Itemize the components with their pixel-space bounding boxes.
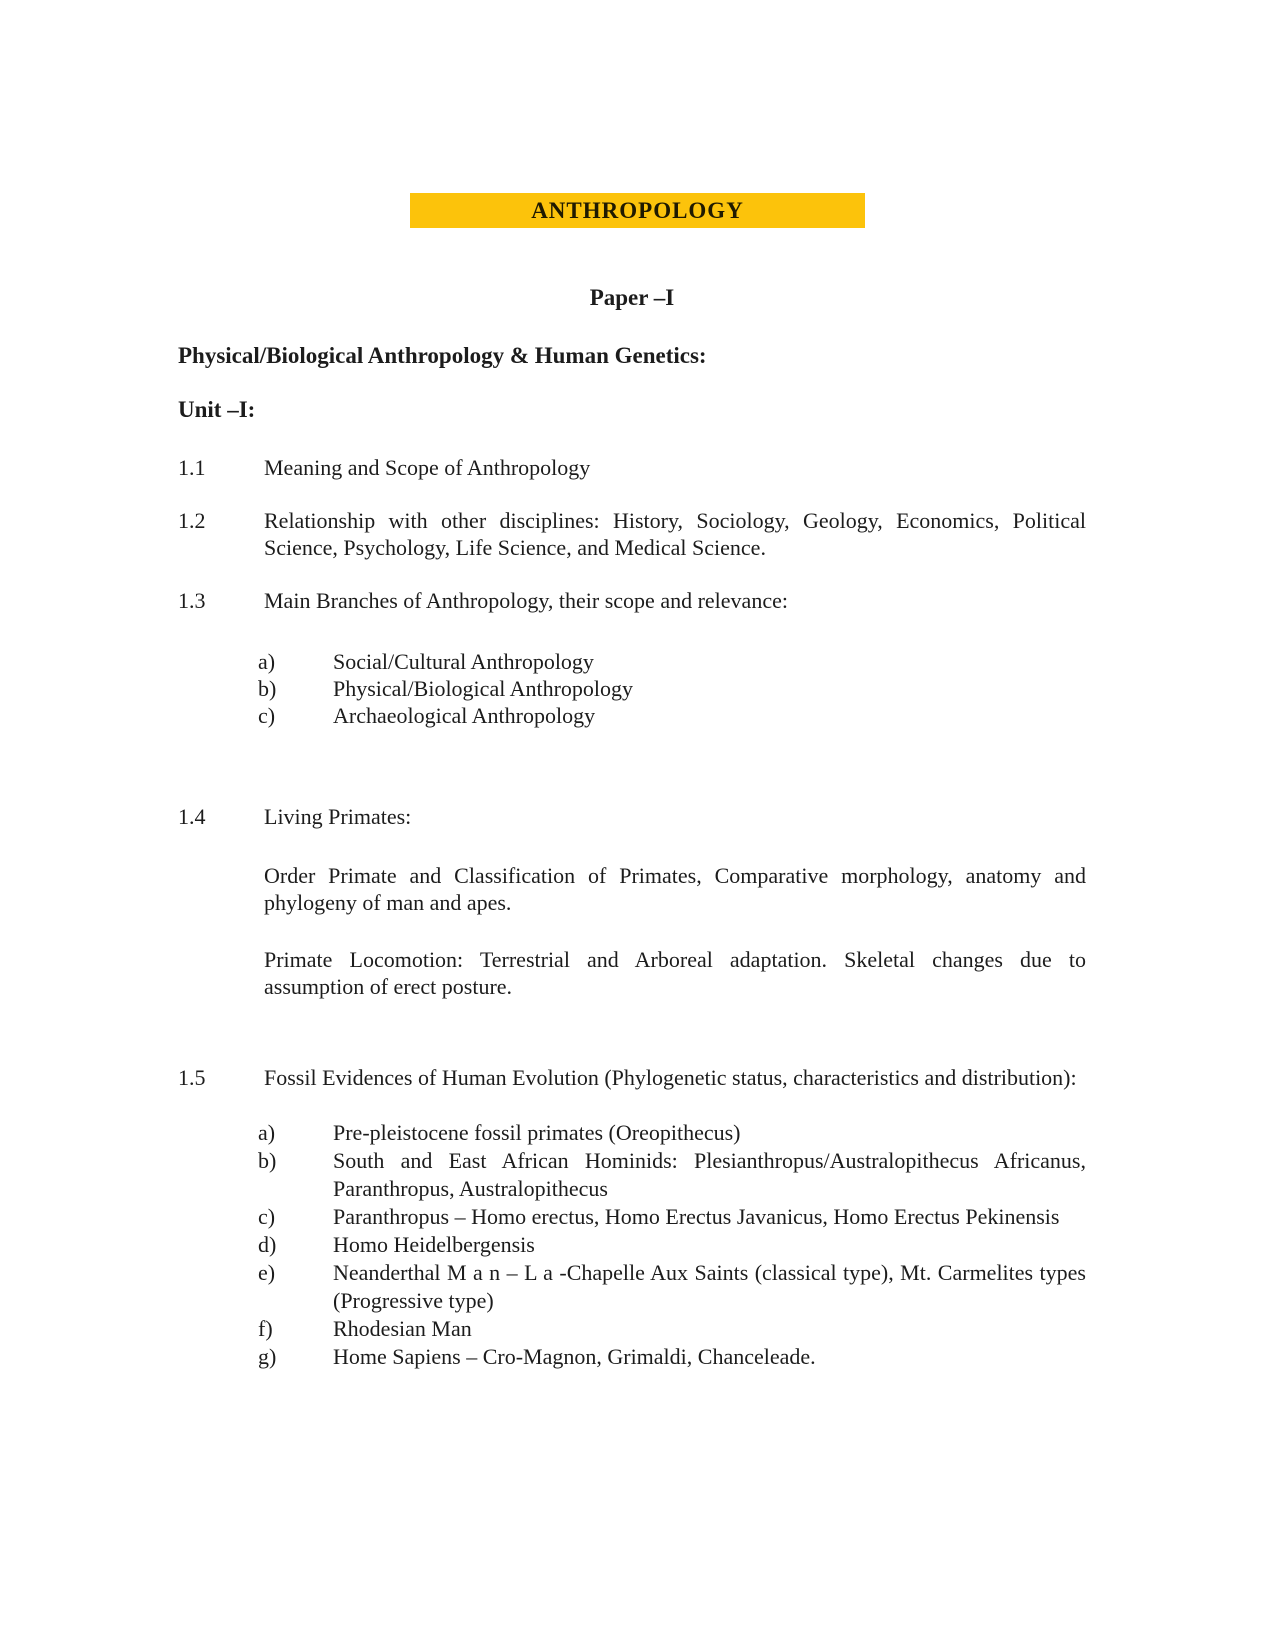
item-text: Relationship with other disciplines: History, Sociology, Geology, Economics, Political Science, Psychology, Life Science, and Medical Science. xyxy=(264,508,1086,560)
sub-item-letter: b) xyxy=(258,1148,277,1173)
sub-item-text: Rhodesian Man xyxy=(333,1316,472,1341)
document-title: ANTHROPOLOGY xyxy=(531,198,744,223)
sub-item-b xyxy=(258,675,1086,702)
paper-title: Paper –I xyxy=(589,285,675,310)
unit-heading: Unit –I: xyxy=(178,397,256,422)
sub-item-d xyxy=(258,1231,1086,1259)
sub-item-a xyxy=(258,648,1086,675)
sub-item-letter: a) xyxy=(258,649,276,674)
syllabus-item-1-4 xyxy=(178,803,1086,830)
item-text: Meaning and Scope of Anthropology xyxy=(264,455,591,480)
sub-item-b xyxy=(258,1147,1086,1203)
sub-item-g xyxy=(258,1343,1086,1371)
item-number: 1.2 xyxy=(178,508,206,533)
syllabus-item-1-3 xyxy=(178,587,1086,614)
sub-item-text: Physical/Biological Anthropology xyxy=(333,676,634,701)
sub-item-letter: f) xyxy=(258,1316,273,1341)
sub-item-letter: c) xyxy=(258,1204,276,1229)
sub-item-f xyxy=(258,1315,1086,1343)
sub-item-letter: b) xyxy=(258,676,277,701)
sub-item-text: Pre-pleistocene fossil primates (Oreopithecus) xyxy=(333,1120,741,1145)
branches-sublist xyxy=(258,648,1086,729)
sub-item-letter: d) xyxy=(258,1232,277,1257)
section-heading: Physical/Biological Anthropology & Human Genetics: xyxy=(178,343,707,368)
sub-item-text: Neanderthal M a n – L a -Chapelle Aux Saints (classical type), Mt. Carmelites types (Progressive type) xyxy=(333,1260,1086,1313)
item-text: Fossil Evidences of Human Evolution (Phylogenetic status, characteristics and distribution): xyxy=(264,1065,1077,1090)
sub-item-text: Homo Heidelbergensis xyxy=(333,1232,535,1257)
sub-item-a xyxy=(258,1119,1086,1147)
sub-item-letter: a) xyxy=(258,1120,276,1145)
sub-item-letter: c) xyxy=(258,703,276,728)
sub-item-text: Home Sapiens – Cro-Magnon, Grimaldi, Chanceleade. xyxy=(333,1344,816,1369)
sub-item-c xyxy=(258,1203,1086,1231)
document-content xyxy=(0,284,1275,1371)
sub-item-text: Archaeological Anthropology xyxy=(333,703,596,728)
item-text: Main Branches of Anthropology, their scope and relevance: xyxy=(264,588,788,613)
item-number: 1.3 xyxy=(178,588,206,613)
primates-paragraph-2: Primate Locomotion: Terrestrial and Arboreal adaptation. Skeletal changes due to assumption of erect posture. xyxy=(264,947,1086,999)
sub-item-text: Social/Cultural Anthropology xyxy=(333,649,594,674)
sub-item-letter: g) xyxy=(258,1344,277,1369)
sub-item-e xyxy=(258,1259,1086,1315)
item-number: 1.4 xyxy=(178,804,206,829)
sub-item-letter: e) xyxy=(258,1260,276,1285)
item-number: 1.5 xyxy=(178,1065,206,1090)
sub-item-text: Paranthropus – Homo erectus, Homo Erectus Javanicus, Homo Erectus Pekinensis xyxy=(333,1204,1060,1229)
fossil-sublist xyxy=(258,1119,1086,1371)
sub-item-text: South and East African Hominids: Plesianthropus/Australopithecus Africanus, Paranthropus, Australopithecus xyxy=(333,1148,1086,1201)
syllabus-item-1-2 xyxy=(178,507,1086,561)
item-number: 1.1 xyxy=(178,455,206,480)
syllabus-item-1-5 xyxy=(178,1064,1086,1091)
item-text: Living Primates: xyxy=(264,804,412,829)
sub-item-c xyxy=(258,702,1086,729)
title-banner xyxy=(410,193,865,228)
primates-paragraph-1: Order Primate and Classification of Primates, Comparative morphology, anatomy and phylogeny of man and apes. xyxy=(264,863,1086,915)
syllabus-item-1-1 xyxy=(178,454,1086,481)
